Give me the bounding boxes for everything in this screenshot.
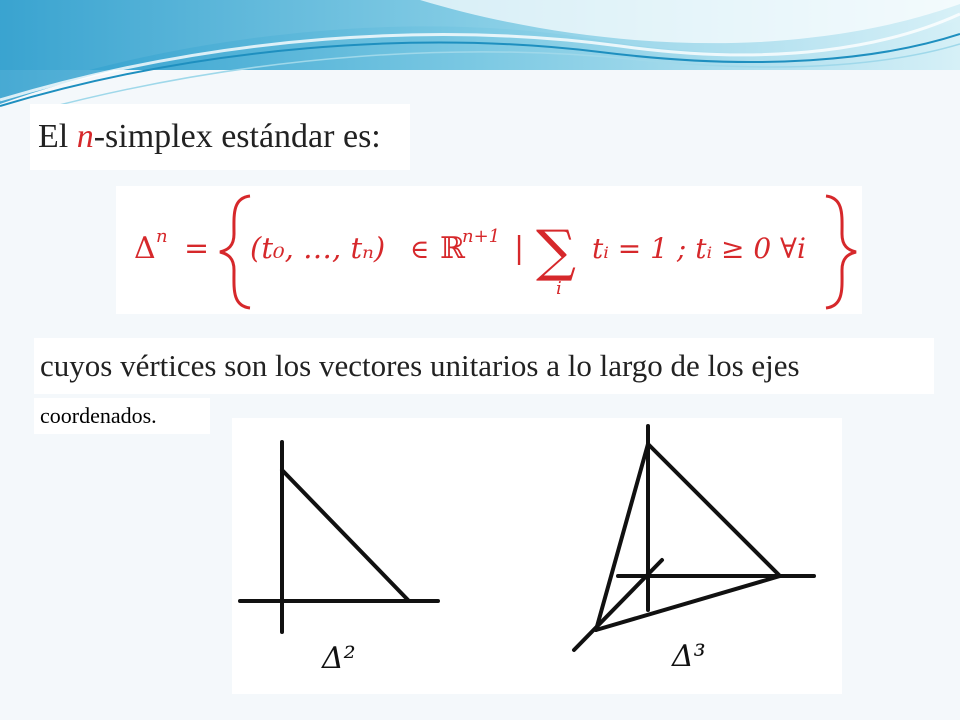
slide-heading <box>30 104 410 170</box>
simplex-formula <box>116 186 862 314</box>
right-brace <box>826 196 856 308</box>
formula-lhs: Δ <box>134 231 156 266</box>
formula-sum-symbol: ∑ <box>536 219 576 284</box>
heading-variable-n: n <box>76 118 94 155</box>
formula-space: ℝ <box>440 231 465 266</box>
formula-bar: | <box>514 231 525 266</box>
description-line-2: coordenados. <box>34 398 210 434</box>
description-line-1: cuyos vértices son los vectores unitarios a lo largo de los ejes <box>34 338 934 394</box>
delta2-label: Δ² <box>322 641 356 676</box>
formula-member: ∈ <box>410 235 430 265</box>
delta3-figure <box>574 426 814 650</box>
formula-equals: = <box>184 231 210 266</box>
delta3-edge-bottom <box>596 576 780 630</box>
heading-prefix: El <box>38 118 77 155</box>
delta2-figure <box>240 442 438 632</box>
delta2-hypotenuse <box>282 470 408 600</box>
simplex-figures <box>232 418 842 694</box>
formula-sum-index: i <box>556 278 562 299</box>
formula-space-sup: n+1 <box>462 226 501 247</box>
heading-suffix: -simplex estándar es: <box>93 118 381 155</box>
formula-tuple: (t₀, …, tₙ) <box>250 231 386 265</box>
figures-svg <box>232 418 842 694</box>
formula-condition: tᵢ = 1 ; tᵢ ≥ 0 ∀i <box>592 232 806 265</box>
formula-svg <box>116 186 862 314</box>
header-wave-banner <box>0 0 960 120</box>
formula-lhs-sup: n <box>156 226 168 247</box>
delta3-label: Δ³ <box>672 639 706 674</box>
delta3-edge-top-right <box>648 444 780 576</box>
left-brace <box>220 196 250 308</box>
